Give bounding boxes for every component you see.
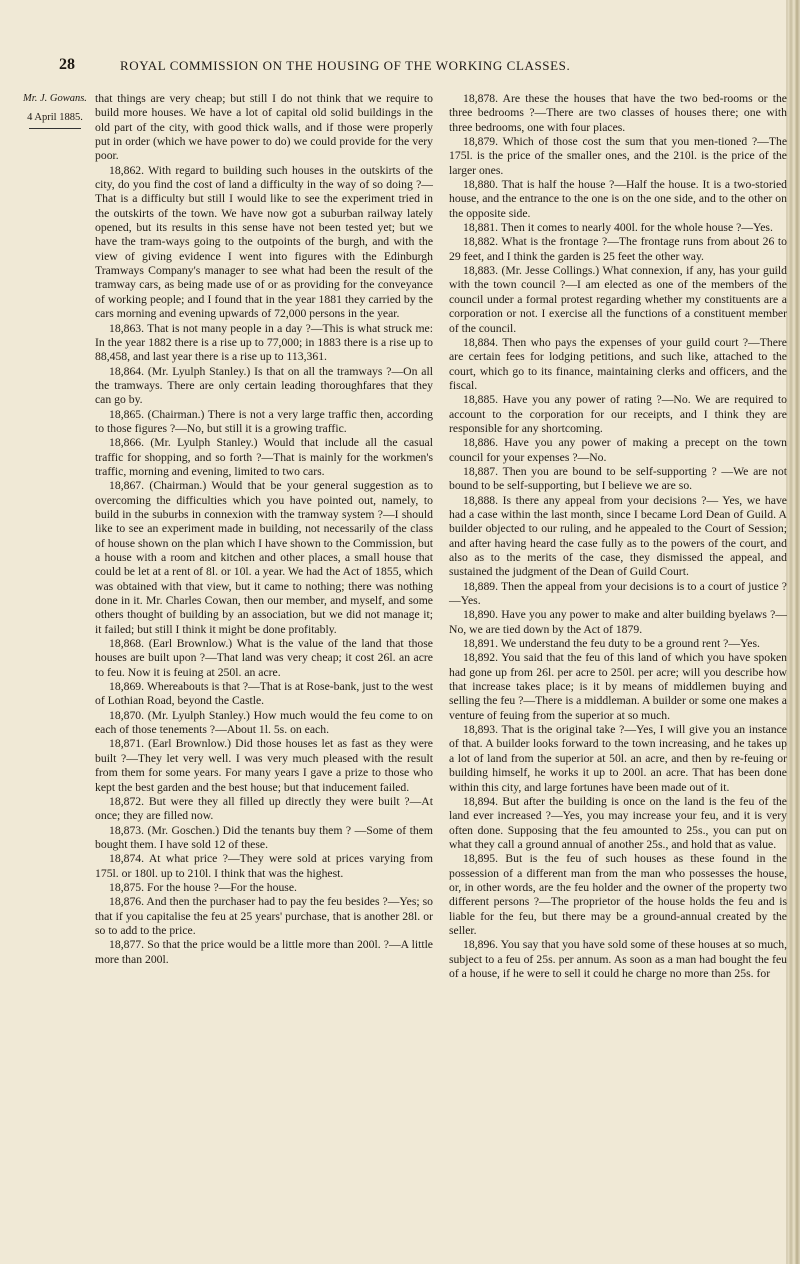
paragraph: 18,869. Whereabouts is that ?—That is at Rose-bank, just to the west of Lothian Road, beyond the Castle. bbox=[95, 680, 433, 708]
paragraph: 18,867. (Chairman.) Would that be your general suggestion as to overcoming the difficulties which you have pointed out, namely, to build in the suburbs in connexion with the tramway system ?—I should like to see an experiment made in building, not necessarily of the class of house shown on the plan which I have shown to the Commission, but a house with a room and kitchen and other places, a small house that could be let at a rent of 8l. or 10l. a year. We had the Act of 1855, which was obtained with that view, but it came to nothing; there was nothing done in it. Mr. Charles Cowan, then our member, and myself, and some others thought of building by an association, but we did not manage it; it failed; but still I think it might be done profitably. bbox=[95, 479, 433, 636]
paragraph: 18,872. But were they all filled up directly they were built ?—At once; they are filled now. bbox=[95, 794, 433, 823]
margin-note bbox=[22, 92, 88, 129]
paragraph: 18,876. And then the purchaser had to pay the feu besides ?—Yes; so that if you capitalise the feu at 25 years' purchase, that is another 28l. or so to add to the price. bbox=[95, 895, 433, 937]
paragraph: 18,895. But is the feu of such houses as these found in the possession of a different man from the man who possesses the house, or, in other words, are the feu holder and the owner of the property two different persons ?—The proprietor of the house holds the feu and is liable for the feu, but there may be a ground-annual created by the seller. bbox=[449, 852, 787, 937]
paragraph: 18,889. Then the appeal from your decisions is to a court of justice ?—Yes. bbox=[449, 579, 787, 608]
paragraph: 18,886. Have you any power of making a precept on the town council for your expenses ?—No. bbox=[449, 436, 787, 464]
paragraph: 18,883. (Mr. Jesse Collings.) What connexion, if any, has your guild with the town council ?—I am elected as one of the members of the council under a formal protest regarding whether my constituents are a corporation or not. I exercise all the functions of a constituent member of the council. bbox=[449, 264, 787, 335]
paragraph: 18,891. We understand the feu duty to be a ground rent ?—Yes. bbox=[463, 637, 760, 651]
paragraph: 18,873. (Mr. Goschen.) Did the tenants buy them ? —Some of them bought them. I have sold 12 of these. bbox=[95, 823, 433, 851]
paragraph: 18,894. But after the building is once on the land is the feu of the land ever increased ?—Yes, you may increase your feu, and it is very often done. Supposing that the feu amounted to 25s., you can put on what they call a ground annual of another 25s., and hold that as value. bbox=[449, 794, 787, 851]
page-header bbox=[0, 56, 790, 82]
paragraph: 18,879. Which of those cost the sum that you men-tioned ?—The 175l. is the price of the smaller ones, and the 210l. is the price of the larger ones. bbox=[449, 135, 787, 177]
paragraph: 18,893. That is the original take ?—Yes, I will give you an instance of that. A builder looks forward to the town increasing, and he takes up a lot of land from the superior at 50l. an acre, and then by re-feuing or building himself, he works it up to 200l. an acre. That has been done within this city, and large fortunes have been made out of it. bbox=[449, 723, 787, 794]
paragraph: 18,882. What is the frontage ?—The frontage runs from about 26 to 29 feet, and I think the garden is 25 feet the other way. bbox=[449, 235, 787, 263]
paragraph: 18,875. For the house ?—For the house. bbox=[109, 880, 297, 894]
paragraph: 18,892. You said that the feu of this land of which you have spoken had gone up from 26l. per acre to 250l. per acre; will you describe how that increase takes place; is it by means of middlemen buying and selling the feu ?—There is a middleman. A builder or some one makes a venture of feuing from the superior at so much. bbox=[449, 651, 787, 722]
paragraph: 18,888. Is there any appeal from your decisions ?— Yes, we have had a case within the last month, since I became Lord Dean of Guild. A builder objected to our ruling, and he appealed to the Court of Session; and after having heard the case fully as to the powers of the court, and also as to the merits of the case, they dismissed the appeal, and sustained the judgment of the Dean of Guild Court. bbox=[449, 493, 787, 579]
paragraph: 18,887. Then you are bound to be self-supporting ? —We are not bound to be self-supporting, but I believe we are so. bbox=[449, 464, 787, 493]
paragraph: 18,877. So that the price would be a little more than 200l. ?—A little more than 200l. bbox=[95, 938, 433, 966]
paragraph: 18,890. Have you any power to make and alter building byelaws ?—No, we are tied down by the Act of 1879. bbox=[449, 608, 787, 636]
page-number: 28 bbox=[59, 56, 75, 73]
paragraph: 18,863. That is not many people in a day ?—This is what struck me: In the year 1882 there is a rise up to 77,000; in 1883 there is a rise up to 88,458, and last year there is a rise up to 113,361. bbox=[95, 321, 433, 364]
paragraph: 18,878. Are these the houses that have the two bed-rooms or the three bedrooms ?—There are two classes of houses there; one with three bedrooms, one with four places. bbox=[449, 92, 787, 134]
paragraph: 18,880. That is half the house ?—Half the house. It is a two-storied house, and the entrance to the one is on the one side, and to the other on the opposite side. bbox=[449, 178, 787, 220]
paragraph: 18,866. (Mr. Lyulph Stanley.) Would that include all the casual traffic for shopping, and so forth ?—That is mainly for the workmen's traffic, morning and evening, limited to two cars. bbox=[95, 436, 433, 478]
paragraph: 18,868. (Earl Brownlow.) What is the value of the land that those houses are built upon ?—That land was very cheap; it cost 26l. an acre to feu. Now it is feuing at 250l. an acre. bbox=[95, 637, 433, 679]
book-page-edge bbox=[788, 0, 800, 1264]
right-column bbox=[449, 92, 787, 981]
paragraph: 18,862. With regard to building such houses in the outskirts of the city, do you find the cost of land a difficulty in the way of so doing ?—That is a difficulty but still I would like to see the experiment tried in the outskirts of the town. We have now got a suburban railway lately opened, but its results in this sense have not been tested yet; but we have the tram-ways going to the outpoints of the burgh, and with the view of giving evidence I went into figures with the Edinburgh Tramways Company's manager to see what had been the result of the tramway cars, as being made use of or as providing for the conveyance of working people; and I found that in the year 1881 they carried by the cars morning and evening upwards of 72,000 persons in the year. bbox=[95, 163, 433, 321]
margin-witness: Mr. J. Gowans. bbox=[23, 93, 87, 104]
margin-date: 4 April 1885. bbox=[27, 112, 83, 123]
left-column bbox=[95, 92, 433, 967]
paragraph: 18,864. (Mr. Lyulph Stanley.) Is that on all the tramways ?—On all the tramways. There are only certain leading thoroughfares that they can go by. bbox=[95, 364, 433, 407]
paragraph: 18,871. (Earl Brownlow.) Did those houses let as fast as they were built ?—They let very well. I was very much pleased with the result from them for some years. For many years I gave a prize to those who kept the best garden and the best house; but that inducement failed. bbox=[95, 737, 433, 794]
paragraph: 18,885. Have you any power of rating ?—No. We are required to account to the corporation for our receipts, and I think they are responsible for any shortcoming. bbox=[449, 393, 787, 435]
paragraph: 18,870. (Mr. Lyulph Stanley.) How much would the feu come to on each of those tenements ?—About 1l. 5s. on each. bbox=[95, 708, 433, 737]
paragraph: 18,896. You say that you have sold some of these houses at so much, subject to a feu of 25s. per annum. As soon as a man had bought the feu of a house, if he were to sell it could he charge no more than 25s. for bbox=[449, 938, 787, 980]
paragraph: 18,874. At what price ?—They were sold at prices varying from 175l. or 180l. up to 210l. I think that was the highest. bbox=[95, 852, 433, 880]
running-title: ROYAL COMMISSION ON THE HOUSING OF THE WORKING CLASSES. bbox=[120, 58, 571, 73]
paragraph: 18,865. (Chairman.) There is not a very large traffic then, according to those figures ?—No, but still it is a growing traffic. bbox=[95, 407, 433, 435]
paragraph: 18,881. Then it comes to nearly 400l. for the whole house ?—Yes. bbox=[463, 221, 773, 235]
paragraph: that things are very cheap; but still I do not think that we require to build more houses. We have a lot of capital old solid buildings in the old part of the city, with good thick walls, and if those were properly put in order (which we have power to do) we could provide for the very poor. bbox=[95, 92, 433, 163]
margin-rule bbox=[29, 128, 81, 129]
paragraph: 18,884. Then who pays the expenses of your guild court ?—There are certain fees for lodging petitions, and such like, attached to the court, which go to its finance, maintaining clerks and officers, and the fiscal. bbox=[449, 335, 787, 392]
